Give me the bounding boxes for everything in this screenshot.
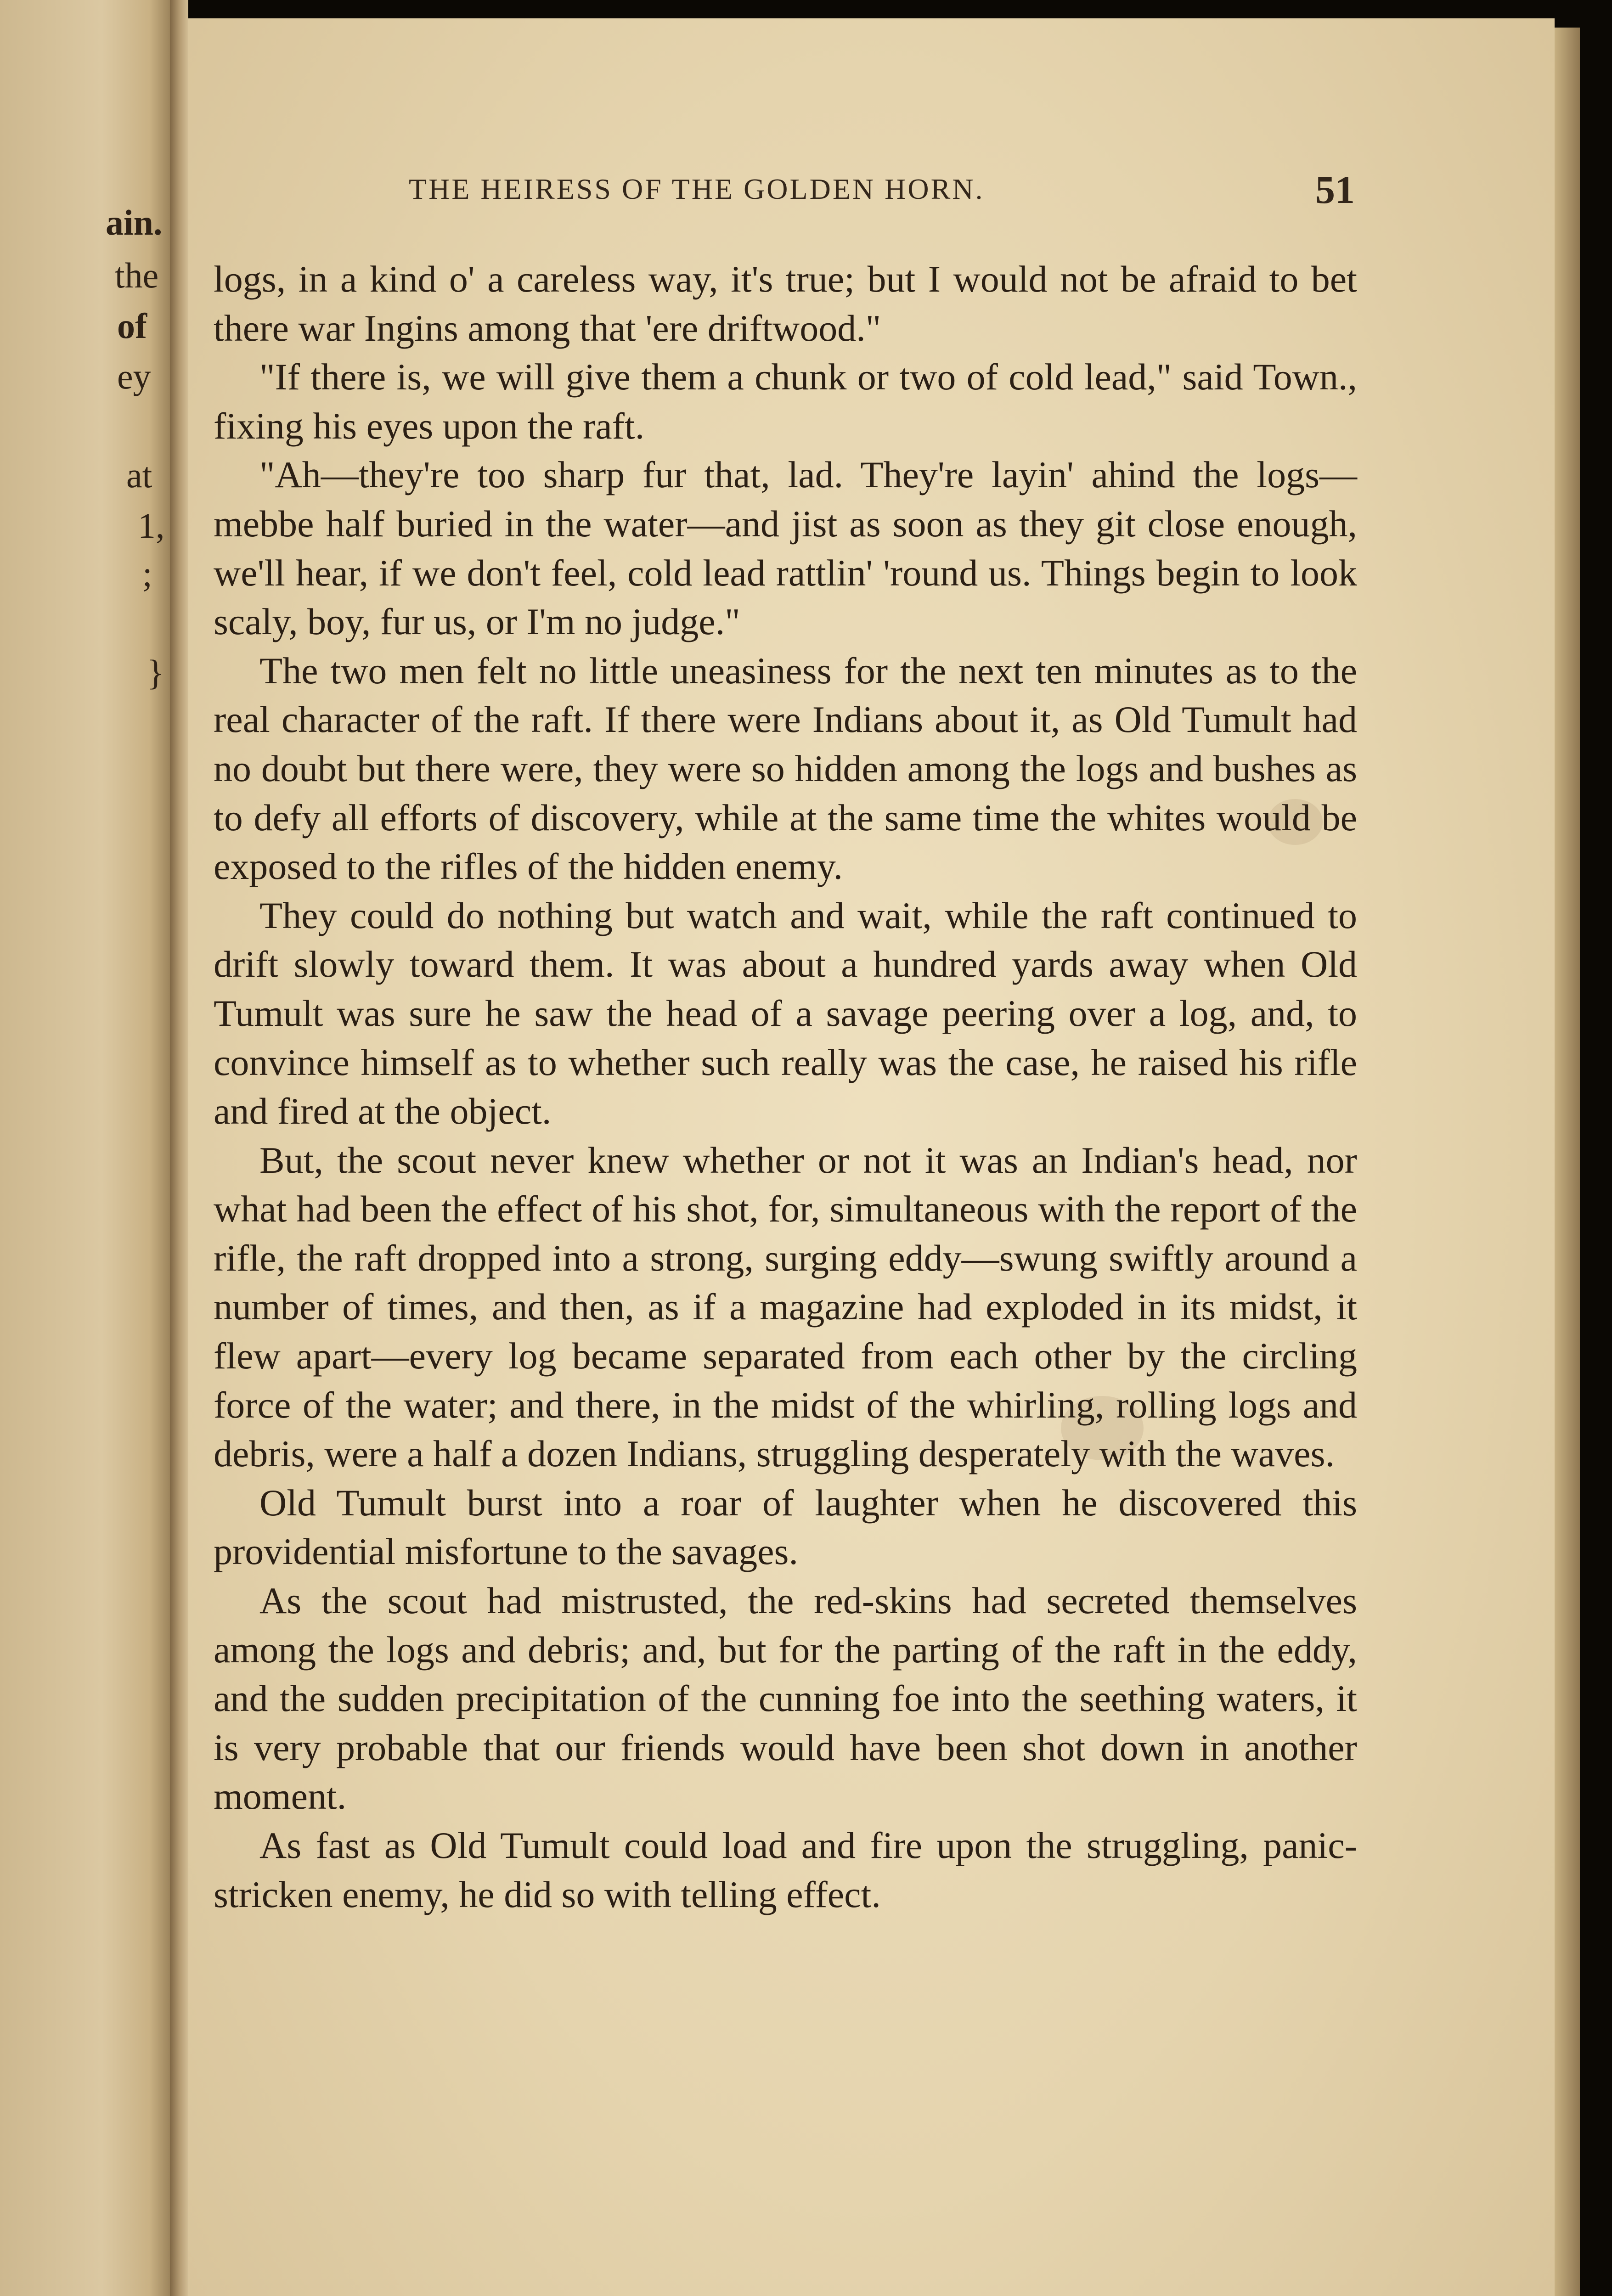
paragraph: But, the scout never knew whether or not it was an Indian's head, nor what had been the effect of his shot, for, simultaneous with the report of the rifle, the raft dropped into a strong, surging eddy—swung swiftly around a number of times, and then, as if a magazine had exploded in its midst, it flew apart—every log became separated from each other by the circling force of the water; and there, in the midst of the whirling, rolling logs and debris, were a half a dozen Indians, struggling desperately with the waves.	[214, 1139, 1357, 1475]
prev-page-fragment: ain.	[106, 203, 163, 242]
running-title: THE HEIRESS OF THE GOLDEN HORN.	[409, 173, 985, 205]
prev-page-fragment: of	[117, 306, 147, 346]
paragraph: "If there is, we will give them a chunk or two of cold lead," said Town., fixing his eyes upon the raft.	[214, 356, 1357, 447]
prev-page-fragment: at	[126, 455, 152, 495]
prev-page-fragment: ;	[142, 554, 152, 594]
paragraph: The two men felt no little uneasiness for the next ten minutes as to the real character of the raft. If there were Indians about it, as Old Tumult had no doubt but there were, they were so hidden among the logs and bushes as to defy all efforts of discovery, while at the same time the whites would be exposed to the rifles of the hidden enemy.	[214, 649, 1357, 888]
paragraph: "Ah—they're too sharp fur that, lad. They're layin' ahind the logs—mebbe half buried in the water—and jist as soon as they git close enough, we'll hear, if we don't feel, cold lead rattlin' 'round us. Things begin to look scaly, boy, fur us, or I'm no judge."	[214, 454, 1357, 643]
running-head	[225, 168, 1355, 223]
prev-page-fragment: the	[115, 255, 159, 295]
paragraph: They could do nothing but watch and wait, while the raft continued to drift slowly toward them. It was about a hundred yards away when Old Tumult was sure he saw the head of a savage peering over a log, and, to convince himself as to whether such really was the case, he raised his rifle and fired at the object.	[214, 894, 1357, 1132]
prev-page-fragment: ey	[117, 356, 151, 396]
page-number: 51	[1315, 168, 1355, 212]
book-gutter	[170, 0, 188, 2296]
paragraph: As fast as Old Tumult could load and fire upon the struggling, panic-stricken enemy, he did so with telling effect.	[214, 1824, 1357, 1915]
paragraph: Old Tumult burst into a roar of laughter when he discovered this providential misfortune to the savages.	[214, 1481, 1357, 1573]
page-edge-right	[1555, 28, 1580, 2296]
prev-page-fragment: 1,	[138, 506, 165, 546]
paragraph: logs, in a kind o' a careless way, it's true; but I would not be afraid to bet there war Ingins among that 'ere driftwood."	[214, 258, 1357, 349]
body-text	[214, 255, 1357, 1919]
paragraph: As the scout had mistrusted, the red-skins had secreted themselves among the logs and debris; and, but for the parting of the raft in the eddy, and the sudden precipitation of the cunning foe into the seething waters, it is very probable that our friends would have been shot down in another moment.	[214, 1580, 1357, 1818]
previous-page-edge	[0, 0, 170, 2296]
prev-page-fragment: }	[147, 653, 164, 692]
